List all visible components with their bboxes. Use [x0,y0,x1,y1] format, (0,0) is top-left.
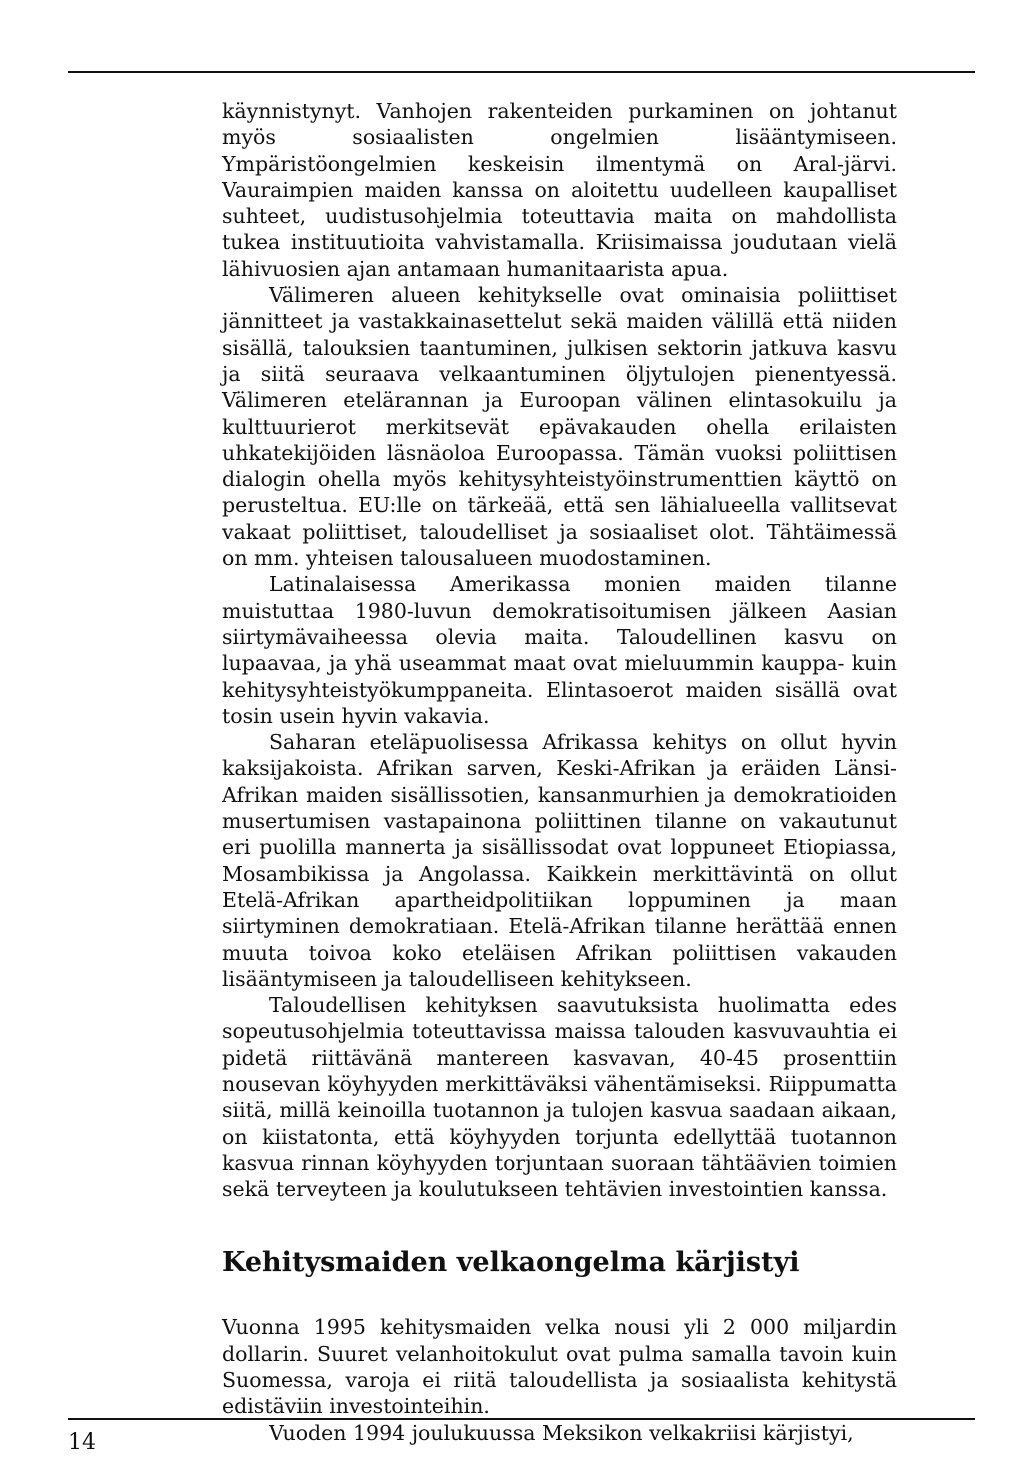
section-heading: Kehitysmaiden velkaongelma kärjistyi [222,1247,800,1279]
top-rule [68,71,975,73]
text-column [222,98,897,1446]
paragraph-2: Välimeren alueen kehitykselle ovat ominaisia poliittiset jännitteet ja vastakkainasettelut sekä maiden välillä että niiden sisällä, talouksien taantuminen, julkisen sektorin jatkuva kasvu ja siitä seuraava velkaantuminen öljytulojen pienentyessä. Välimeren etelärannan ja Euroopan välinen elintasokuilu ja kulttuurierot merkitsevät epävakauden ohella erilaisten uhkatekijöiden läsnäoloa Euroopassa. Tämän vuoksi poliittisen dialogin ohella myös kehitysyhteistyöinstrumenttien käyttö on perusteltua. EU:lle on tärkeää, että sen lähialueella vallitsevat vakaat poliittiset, taloudelliset ja sosiaaliset olot. Tähtäimessä on mm. yhteisen talousalueen muodostaminen. [222,283,897,571]
paragraph-3: Latinalaisessa Amerikassa monien maiden tilanne muistuttaa 1980-luvun demokratisoitumisen jälkeen Aasian siirtymävaiheessa olevia maita. Taloudellinen kasvu on lupaavaa, ja yhä useammat maat ovat mieluummin kauppa- kuin kehitysyhteistyökumppaneita. Elintasoerot maiden sisällä ovat tosin usein hyvin vakavia. [222,572,897,728]
paragraph-4: Saharan eteläpuolisessa Afrikassa kehitys on ollut hyvin kaksijakoista. Afrikan sarven, Keski-Afrikan ja eräiden Länsi-Afrikan maiden sisällissotien, kansanmurhien ja demokratioiden musertumisen vastapainona poliittinen tilanne on vakautunut eri puolilla mannerta ja sisällissodat ovat loppuneet Etiopiassa, Mosambikissa ja Angolassa. Kaikkein merkittävintä on ollut Etelä-Afrikan apartheidpolitiikan loppuminen ja maan siirtyminen demokratiaan. Etelä-Afrikan tilanne herättää ennen muuta toivoa koko eteläisen Afrikan poliittisen vakauden lisääntymiseen ja taloudelliseen kehitykseen. [222,730,897,991]
paragraph-7: Vuoden 1994 joulukuussa Meksikon velkakriisi kärjistyi, [269,1420,854,1445]
paragraph-6: Vuonna 1995 kehitysmaiden velka nousi yli 2 000 miljardin dollarin. Suuret velanhoitokulut ovat pulma samalla tavoin kuin Suomessa, varoja ei riitä taloudellista ja sosiaalista kehitystä edistäviin investointeihin. [222,1315,897,1419]
bottom-rule [68,1418,975,1420]
page-number: 14 [68,1430,96,1455]
paragraph-5: Taloudellisen kehityksen saavutuksista huolimatta edes sopeutusohjelmia toteuttavissa maissa talouden kasvuvauhtia ei pidetä riittävänä mantereen kasvavan, 40-45 prosenttiin nousevan köyhyyden merkittäväksi vähentämiseksi. Riippumatta siitä, millä keinoilla tuotannon ja tulojen kasvua saadaan aikaan, on kiistatonta, että köyhyyden torjunta edellyttää tuotannon kasvua rinnan köyhyyden torjuntaan suoraan tähtäävien toimien sekä terveyteen ja koulutukseen tehtävien investointien kanssa. [222,993,897,1202]
paragraph-1: käynnistynyt. Vanhojen rakenteiden purkaminen on johtanut myös sosiaalisten ongelmien lisääntymiseen. Ympäristöongelmien keskeisin ilmentymä on Aral-järvi. Vauraimpien maiden kanssa on aloitettu uudelleen kaupalliset suhteet, uudistusohjelmia toteuttavia maita on mahdollista tukea instituutioita vahvistamalla. Kriisimaissa joudutaan vielä lähivuosien ajan antamaan humanitaarista apua. [222,99,897,281]
